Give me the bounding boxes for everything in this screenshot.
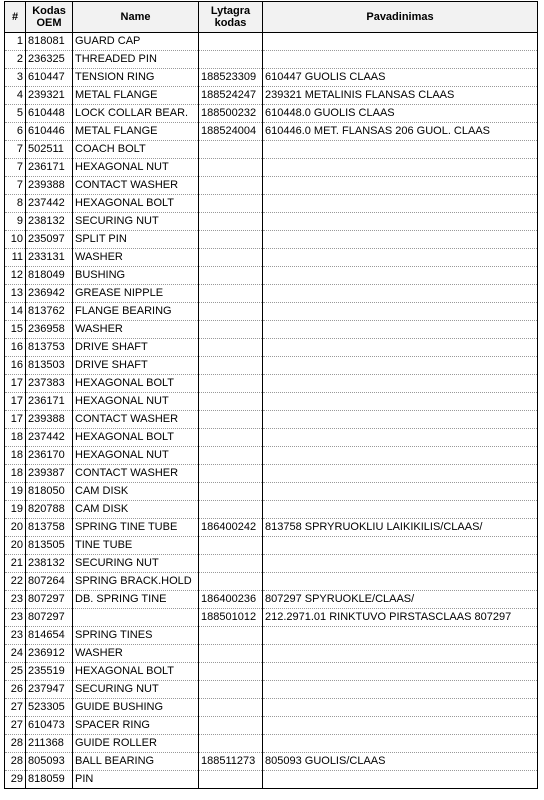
cell-lytagra-code[interactable] <box>199 267 263 285</box>
table-row <box>5 357 538 375</box>
table-row <box>5 141 538 159</box>
cell-oem-code[interactable]: 813503 <box>26 357 73 375</box>
table-row <box>5 483 538 501</box>
cell-name[interactable]: SECURING NUT <box>73 213 199 231</box>
cell-lytagra-code[interactable] <box>199 375 263 393</box>
table-row <box>5 411 538 429</box>
cell-lytagra-code[interactable] <box>199 321 263 339</box>
cell-description[interactable] <box>263 771 538 789</box>
cell-lytagra-code[interactable] <box>199 771 263 789</box>
cell-name[interactable]: CONTACT WASHER <box>73 411 199 429</box>
cell-oem-code[interactable]: 238132 <box>26 555 73 573</box>
cell-description[interactable] <box>263 681 538 699</box>
table-row <box>5 663 538 681</box>
cell-number[interactable]: 10 <box>5 231 26 249</box>
table-row <box>5 681 538 699</box>
column-header-number[interactable] <box>5 2 26 33</box>
cell-oem-code[interactable]: 610448 <box>26 105 73 123</box>
table-row <box>5 447 538 465</box>
cell-number[interactable]: 19 <box>5 483 26 501</box>
cell-oem-code[interactable]: 237383 <box>26 375 73 393</box>
cell-name[interactable]: SPACER RING <box>73 717 199 735</box>
cell-number[interactable]: 20 <box>5 537 26 555</box>
table-row <box>5 33 538 51</box>
cell-oem-code[interactable]: 813762 <box>26 303 73 321</box>
column-header-name[interactable] <box>73 2 199 33</box>
table-row <box>5 771 538 789</box>
cell-name[interactable]: DRIVE SHAFT <box>73 339 199 357</box>
cell-number[interactable]: 2 <box>5 51 26 69</box>
cell-name[interactable]: COACH BOLT <box>73 141 199 159</box>
table-row <box>5 609 538 627</box>
cell-lytagra-code[interactable]: 186400236 <box>199 591 263 609</box>
table-row <box>5 213 538 231</box>
cell-number[interactable]: 17 <box>5 411 26 429</box>
cell-description[interactable] <box>263 645 538 663</box>
cell-description[interactable] <box>263 213 538 231</box>
cell-oem-code[interactable]: 502511 <box>26 141 73 159</box>
cell-oem-code[interactable]: 239388 <box>26 177 73 195</box>
cell-lytagra-code[interactable] <box>199 33 263 51</box>
cell-oem-code[interactable]: 813753 <box>26 339 73 357</box>
cell-oem-code[interactable]: 818049 <box>26 267 73 285</box>
cell-oem-code[interactable]: 237947 <box>26 681 73 699</box>
cell-description[interactable] <box>263 177 538 195</box>
cell-number[interactable]: 18 <box>5 465 26 483</box>
cell-description[interactable] <box>263 483 538 501</box>
column-header-description[interactable] <box>263 2 538 33</box>
table-row <box>5 267 538 285</box>
cell-name[interactable]: HEXAGONAL BOLT <box>73 195 199 213</box>
cell-description[interactable] <box>263 393 538 411</box>
cell-description[interactable] <box>263 627 538 645</box>
cell-lytagra-code[interactable] <box>199 627 263 645</box>
cell-oem-code[interactable]: 236171 <box>26 159 73 177</box>
cell-oem-code[interactable]: 236912 <box>26 645 73 663</box>
cell-name[interactable]: BALL BEARING <box>73 753 199 771</box>
cell-lytagra-code[interactable] <box>199 249 263 267</box>
table-row <box>5 753 538 771</box>
cell-lytagra-code[interactable] <box>199 141 263 159</box>
cell-name[interactable]: CONTACT WASHER <box>73 465 199 483</box>
column-header-label: Lytagra kodas <box>210 5 251 29</box>
cell-number[interactable]: 8 <box>5 195 26 213</box>
cell-lytagra-code[interactable]: 186400242 <box>199 519 263 537</box>
cell-lytagra-code[interactable] <box>199 213 263 231</box>
cell-name[interactable]: SPRING BRACK.HOLD <box>73 573 199 591</box>
table-row <box>5 69 538 87</box>
cell-lytagra-code[interactable] <box>199 357 263 375</box>
cell-lytagra-code[interactable] <box>199 231 263 249</box>
cell-number[interactable]: 11 <box>5 249 26 267</box>
cell-name[interactable]: HEXAGONAL BOLT <box>73 429 199 447</box>
cell-number[interactable]: 17 <box>5 375 26 393</box>
cell-lytagra-code[interactable] <box>199 285 263 303</box>
cell-number[interactable]: 9 <box>5 213 26 231</box>
cell-name[interactable]: THREADED PIN <box>73 51 199 69</box>
column-header-label: Pavadinimas <box>366 11 434 23</box>
table-row <box>5 465 538 483</box>
cell-lytagra-code[interactable] <box>199 159 263 177</box>
cell-number[interactable]: 29 <box>5 771 26 789</box>
cell-description[interactable] <box>263 663 538 681</box>
cell-lytagra-code[interactable] <box>199 465 263 483</box>
cell-description[interactable] <box>263 249 538 267</box>
table-row <box>5 51 538 69</box>
cell-oem-code[interactable]: 235519 <box>26 663 73 681</box>
cell-description[interactable] <box>263 285 538 303</box>
cell-lytagra-code[interactable] <box>199 573 263 591</box>
cell-lytagra-code[interactable] <box>199 483 263 501</box>
cell-lytagra-code[interactable] <box>199 177 263 195</box>
cell-number[interactable]: 25 <box>5 663 26 681</box>
cell-oem-code[interactable]: 238132 <box>26 213 73 231</box>
cell-name[interactable]: DRIVE SHAFT <box>73 357 199 375</box>
cell-description[interactable] <box>263 537 538 555</box>
cell-lytagra-code[interactable] <box>199 429 263 447</box>
table-row <box>5 123 538 141</box>
column-header-oem-code[interactable] <box>26 2 73 33</box>
cell-lytagra-code[interactable] <box>199 393 263 411</box>
cell-lytagra-code[interactable] <box>199 717 263 735</box>
cell-name[interactable]: HEXAGONAL BOLT <box>73 663 199 681</box>
cell-number[interactable]: 22 <box>5 573 26 591</box>
cell-name[interactable]: SPRING TINE TUBE <box>73 519 199 537</box>
cell-description[interactable]: 239321 METALINIS FLANSAS CLAAS <box>263 87 538 105</box>
table-row <box>5 303 538 321</box>
cell-description[interactable] <box>263 465 538 483</box>
cell-lytagra-code[interactable]: 188501012 <box>199 609 263 627</box>
table-row <box>5 393 538 411</box>
cell-description[interactable] <box>263 447 538 465</box>
cell-lytagra-code[interactable] <box>199 735 263 753</box>
table-row <box>5 195 538 213</box>
cell-description[interactable] <box>263 375 538 393</box>
cell-oem-code[interactable]: 236171 <box>26 393 73 411</box>
table-row <box>5 591 538 609</box>
cell-lytagra-code[interactable] <box>199 339 263 357</box>
cell-number[interactable]: 16 <box>5 357 26 375</box>
cell-number[interactable]: 5 <box>5 105 26 123</box>
cell-name[interactable]: CONTACT WASHER <box>73 177 199 195</box>
table-header <box>5 2 538 33</box>
cell-lytagra-code[interactable] <box>199 681 263 699</box>
cell-oem-code[interactable]: 236325 <box>26 51 73 69</box>
cell-number[interactable]: 19 <box>5 501 26 519</box>
cell-name[interactable]: BUSHING <box>73 267 199 285</box>
cell-description[interactable]: 610446.0 MET. FLANSAS 206 GUOL. CLAAS <box>263 123 538 141</box>
cell-oem-code[interactable]: 807297 <box>26 591 73 609</box>
table-row <box>5 159 538 177</box>
table-body <box>5 33 538 789</box>
cell-number[interactable]: 23 <box>5 609 26 627</box>
cell-number[interactable]: 23 <box>5 627 26 645</box>
cell-name[interactable]: HEXAGONAL NUT <box>73 447 199 465</box>
table-row <box>5 537 538 555</box>
table-row <box>5 573 538 591</box>
cell-number[interactable]: 4 <box>5 87 26 105</box>
table-row <box>5 375 538 393</box>
cell-name[interactable]: METAL FLANGE <box>73 123 199 141</box>
cell-description[interactable] <box>263 501 538 519</box>
cell-description[interactable]: 610447 GUOLIS CLAAS <box>263 69 538 87</box>
cell-number[interactable]: 17 <box>5 393 26 411</box>
parts-table-container <box>4 1 537 789</box>
cell-oem-code[interactable]: 820788 <box>26 501 73 519</box>
table-row <box>5 231 538 249</box>
cell-oem-code[interactable]: 814654 <box>26 627 73 645</box>
cell-name[interactable]: HEXAGONAL BOLT <box>73 375 199 393</box>
cell-name[interactable]: HEXAGONAL NUT <box>73 393 199 411</box>
cell-name[interactable]: DB. SPRING TINE <box>73 591 199 609</box>
table-row <box>5 735 538 753</box>
table-row <box>5 699 538 717</box>
cell-description[interactable] <box>263 735 538 753</box>
cell-lytagra-code[interactable] <box>199 663 263 681</box>
table-row <box>5 555 538 573</box>
cell-name[interactable]: SPLIT PIN <box>73 231 199 249</box>
table-row <box>5 87 538 105</box>
cell-number[interactable]: 23 <box>5 591 26 609</box>
cell-lytagra-code[interactable] <box>199 555 263 573</box>
cell-oem-code[interactable]: 236170 <box>26 447 73 465</box>
cell-lytagra-code[interactable]: 188524247 <box>199 87 263 105</box>
cell-name[interactable]: WASHER <box>73 321 199 339</box>
cell-number[interactable]: 18 <box>5 429 26 447</box>
cell-number[interactable]: 7 <box>5 177 26 195</box>
cell-description[interactable] <box>263 699 538 717</box>
cell-name[interactable]: SPRING TINES <box>73 627 199 645</box>
cell-number[interactable]: 13 <box>5 285 26 303</box>
cell-number[interactable]: 26 <box>5 681 26 699</box>
cell-number[interactable]: 3 <box>5 69 26 87</box>
cell-description[interactable]: 813758 SPRYRUOKLIU LAIKIKILIS/CLAAS/ <box>263 519 538 537</box>
cell-name[interactable]: SECURING NUT <box>73 681 199 699</box>
cell-number[interactable]: 14 <box>5 303 26 321</box>
parts-table <box>4 1 538 789</box>
cell-lytagra-code[interactable] <box>199 51 263 69</box>
cell-description[interactable]: 610448.0 GUOLIS CLAAS <box>263 105 538 123</box>
cell-lytagra-code[interactable] <box>199 645 263 663</box>
cell-oem-code[interactable]: 805093 <box>26 753 73 771</box>
cell-oem-code[interactable]: 610446 <box>26 123 73 141</box>
cell-oem-code[interactable]: 235097 <box>26 231 73 249</box>
cell-description[interactable] <box>263 159 538 177</box>
cell-number[interactable]: 15 <box>5 321 26 339</box>
cell-oem-code[interactable]: 239321 <box>26 87 73 105</box>
cell-number[interactable]: 16 <box>5 339 26 357</box>
cell-name[interactable]: CAM DISK <box>73 483 199 501</box>
cell-name[interactable]: SECURING NUT <box>73 555 199 573</box>
table-row <box>5 285 538 303</box>
table-row <box>5 105 538 123</box>
cell-lytagra-code[interactable] <box>199 699 263 717</box>
cell-name[interactable]: METAL FLANGE <box>73 87 199 105</box>
cell-oem-code[interactable]: 239387 <box>26 465 73 483</box>
cell-oem-code[interactable]: 237442 <box>26 429 73 447</box>
cell-number[interactable]: 7 <box>5 141 26 159</box>
cell-description[interactable] <box>263 51 538 69</box>
cell-description[interactable] <box>263 339 538 357</box>
cell-name[interactable]: PIN <box>73 771 199 789</box>
table-row <box>5 627 538 645</box>
cell-description[interactable] <box>263 267 538 285</box>
cell-lytagra-code[interactable] <box>199 195 263 213</box>
cell-oem-code[interactable]: 610447 <box>26 69 73 87</box>
cell-description[interactable]: 807297 SPYRUOKLE/CLAAS/ <box>263 591 538 609</box>
cell-description[interactable]: 805093 GUOLIS/CLAAS <box>263 753 538 771</box>
cell-description[interactable] <box>263 717 538 735</box>
header-row <box>5 2 538 33</box>
cell-lytagra-code[interactable]: 188523309 <box>199 69 263 87</box>
cell-number[interactable]: 12 <box>5 267 26 285</box>
cell-description[interactable] <box>263 429 538 447</box>
cell-name[interactable]: GUARD CAP <box>73 33 199 51</box>
cell-name[interactable]: HEXAGONAL NUT <box>73 159 199 177</box>
cell-description[interactable] <box>263 321 538 339</box>
cell-lytagra-code[interactable] <box>199 501 263 519</box>
cell-oem-code[interactable]: 211368 <box>26 735 73 753</box>
column-header-label: # <box>11 11 19 23</box>
cell-oem-code[interactable]: 807297 <box>26 609 73 627</box>
cell-oem-code[interactable]: 233131 <box>26 249 73 267</box>
cell-oem-code[interactable]: 818050 <box>26 483 73 501</box>
cell-description[interactable] <box>263 555 538 573</box>
cell-lytagra-code[interactable] <box>199 537 263 555</box>
cell-oem-code[interactable]: 813758 <box>26 519 73 537</box>
cell-number[interactable]: 21 <box>5 555 26 573</box>
cell-name[interactable]: GREASE NIPPLE <box>73 285 199 303</box>
cell-lytagra-code[interactable]: 188500232 <box>199 105 263 123</box>
cell-description[interactable] <box>263 231 538 249</box>
cell-name[interactable]: WASHER <box>73 645 199 663</box>
cell-oem-code[interactable]: 818081 <box>26 33 73 51</box>
cell-number[interactable]: 18 <box>5 447 26 465</box>
cell-name[interactable]: FLANGE BEARING <box>73 303 199 321</box>
cell-name[interactable]: WASHER <box>73 249 199 267</box>
cell-name[interactable]: GUIDE ROLLER <box>73 735 199 753</box>
cell-number[interactable]: 28 <box>5 735 26 753</box>
cell-number[interactable]: 7 <box>5 159 26 177</box>
table-row <box>5 717 538 735</box>
cell-oem-code[interactable]: 807264 <box>26 573 73 591</box>
cell-oem-code[interactable]: 813505 <box>26 537 73 555</box>
cell-lytagra-code[interactable]: 188511273 <box>199 753 263 771</box>
table-row <box>5 501 538 519</box>
cell-oem-code[interactable]: 237442 <box>26 195 73 213</box>
cell-number[interactable]: 27 <box>5 699 26 717</box>
cell-lytagra-code[interactable]: 188524004 <box>199 123 263 141</box>
cell-number[interactable]: 20 <box>5 519 26 537</box>
cell-description[interactable] <box>263 411 538 429</box>
table-row <box>5 519 538 537</box>
cell-description[interactable]: 212.2971.01 RINKTUVO PIRSTASCLAAS 807297 <box>263 609 538 627</box>
cell-description[interactable] <box>263 573 538 591</box>
cell-name[interactable]: TINE TUBE <box>73 537 199 555</box>
cell-name[interactable]: TENSION RING <box>73 69 199 87</box>
cell-number[interactable]: 24 <box>5 645 26 663</box>
cell-number[interactable]: 6 <box>5 123 26 141</box>
cell-lytagra-code[interactable] <box>199 303 263 321</box>
cell-number[interactable]: 1 <box>5 33 26 51</box>
cell-description[interactable] <box>263 303 538 321</box>
cell-oem-code[interactable]: 610473 <box>26 717 73 735</box>
cell-number[interactable]: 28 <box>5 753 26 771</box>
table-row <box>5 339 538 357</box>
cell-name[interactable]: CAM DISK <box>73 501 199 519</box>
table-row <box>5 177 538 195</box>
table-row <box>5 429 538 447</box>
cell-number[interactable]: 27 <box>5 717 26 735</box>
cell-oem-code[interactable]: 523305 <box>26 699 73 717</box>
column-header-label: Name <box>120 11 151 23</box>
column-header-lytagra-code[interactable] <box>199 2 263 33</box>
cell-description[interactable] <box>263 195 538 213</box>
cell-lytagra-code[interactable] <box>199 447 263 465</box>
cell-oem-code[interactable]: 236942 <box>26 285 73 303</box>
cell-oem-code[interactable]: 818059 <box>26 771 73 789</box>
cell-lytagra-code[interactable] <box>199 411 263 429</box>
cell-description[interactable] <box>263 33 538 51</box>
table-row <box>5 645 538 663</box>
cell-name[interactable]: LOCK COLLAR BEAR. <box>73 105 199 123</box>
cell-oem-code[interactable]: 236958 <box>26 321 73 339</box>
cell-name[interactable] <box>73 609 199 627</box>
table-row <box>5 321 538 339</box>
cell-name[interactable]: GUIDE BUSHING <box>73 699 199 717</box>
column-header-label: Kodas OEM <box>32 5 66 29</box>
cell-description[interactable] <box>263 141 538 159</box>
cell-oem-code[interactable]: 239388 <box>26 411 73 429</box>
table-row <box>5 249 538 267</box>
cell-description[interactable] <box>263 357 538 375</box>
